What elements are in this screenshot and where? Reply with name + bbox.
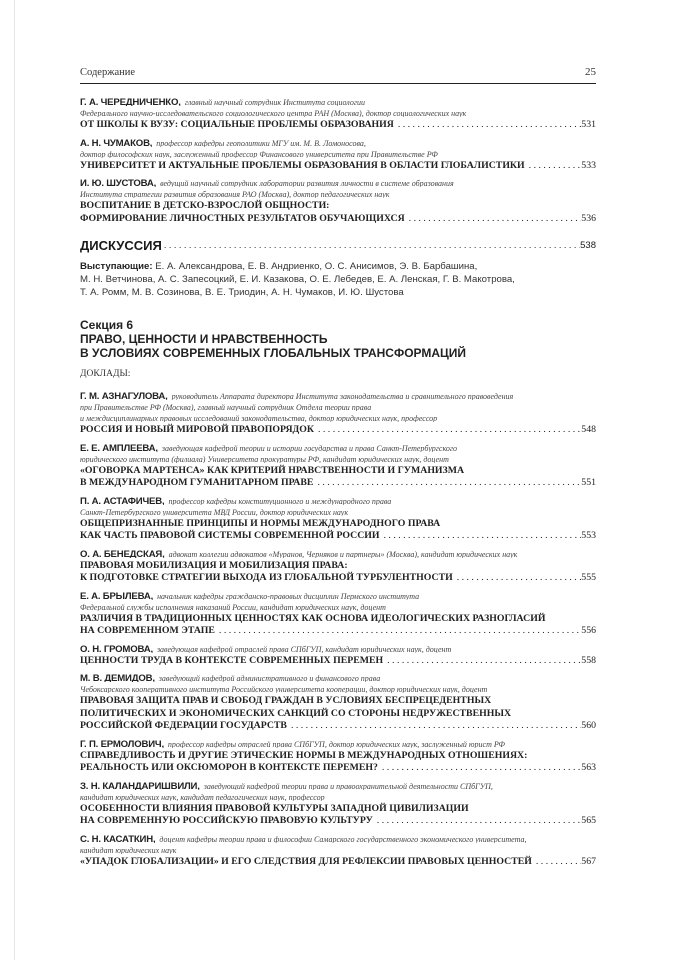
entry-line — [80, 95, 596, 106]
speakers-list — [80, 260, 596, 299]
author-name: М. В. ДЕМИДОВ, — [80, 673, 155, 682]
entry-line — [80, 671, 596, 682]
toc-entry-discussion[interactable] — [80, 237, 596, 254]
title-text: В МЕЖДУНАРОДНОМ ГУМАНИТАРНОМ ПРАВЕ — [80, 477, 314, 488]
dot-leader — [380, 530, 582, 543]
title-text: КАК ЧАСТЬ ПРАВОВОЙ СИСТЕМЫ СОВРЕМЕННОЙ РОССИИ — [80, 530, 380, 541]
toc-entry[interactable] — [80, 95, 596, 132]
author-affiliation: кандидат юридических наук, кандидат педагогических наук, профессор — [80, 792, 325, 801]
toc-entry[interactable] — [80, 494, 596, 543]
toc-entry[interactable] — [80, 176, 596, 225]
entry-title[interactable] — [80, 695, 596, 733]
dot-leader — [287, 720, 581, 733]
author-affiliation: профессор кафедры конституционного и международного права — [168, 496, 392, 505]
title-line — [80, 708, 596, 721]
entry-title[interactable] — [80, 160, 596, 173]
title-text: ФОРМИРОВАНИЕ ЛИЧНОСТНЫХ РЕЗУЛЬТАТОВ ОБУЧАЮЩИХСЯ — [80, 212, 405, 224]
title-line — [80, 213, 596, 226]
entry-line — [80, 452, 596, 463]
running-header — [80, 66, 596, 84]
section-heading — [80, 318, 596, 360]
author-name: О. Н. ГРОМОВА, — [80, 643, 153, 653]
title-line — [80, 720, 596, 733]
entry-page-number: 565 — [581, 815, 596, 826]
author-name: Е. А. БРЫЛЕВА, — [80, 590, 154, 600]
entry-line — [80, 106, 596, 117]
title-text: ВОСПИТАНИЕ В ДЕТСКО-ВЗРОСЛОЙ ОБЩНОСТИ: — [80, 200, 330, 211]
dot-leader — [378, 762, 581, 775]
author-affiliation: Чебоксарского кооперативного института Российского университета кооперации, доктор юридических наук, доцент — [80, 685, 488, 693]
title-text: РАЗЛИЧИЯ В ТРАДИЦИОННЫХ ЦЕННОСТЯХ КАК ОСНОВА ИДЕОЛОГИЧЕСКИХ РАЗНОГЛАСИЙ — [80, 612, 546, 624]
dot-leader — [405, 213, 582, 226]
section-title-line: ПРАВО, ЦЕННОСТИ И НРАВСТВЕННОСТЬ — [80, 332, 328, 346]
entry-title[interactable] — [80, 655, 596, 668]
author-affiliation: и междисциплинарных правовых исследований законодательства, доктор юридических наук, профессор — [80, 414, 438, 422]
dot-leader — [314, 424, 581, 437]
entry-page-number: 551 — [581, 477, 596, 488]
author-affiliation: ведущий научный сотрудник лаборатории развития личности в системе образования — [160, 179, 454, 187]
dot-leader — [394, 119, 581, 132]
entry-title[interactable] — [80, 613, 596, 638]
dot-leader — [525, 160, 582, 173]
author-affiliation: кандидат юридических наук — [80, 845, 177, 854]
entry-line — [80, 494, 596, 505]
title-text: К ПОДГОТОВКЕ СТРАТЕГИИ ВЫХОДА ИЗ ГЛОБАЛЬНОЙ ТУРБУЛЕНТНОСТИ — [80, 572, 453, 583]
author-name: Е. Е. АМПЛЕЕВА, — [80, 442, 158, 452]
entry-title[interactable] — [80, 518, 596, 543]
author-affiliation: профессор кафедры отраслей права СПбГУП, доктор юридических наук, заслуженный юрист РФ — [167, 739, 505, 748]
author-affiliation: доцент кафедры теории права и философии Самарского государственного экономического университета, — [159, 834, 527, 843]
author-name: А. Н. ЧУМАКОВ, — [80, 137, 153, 147]
entry-title[interactable] — [80, 200, 596, 225]
title-line — [80, 530, 596, 543]
title-text: ПОЛИТИЧЕСКИХ И ЭКОНОМИЧЕСКИХ САНКЦИЙ СО СТОРОНЫ НЕДРУЖЕСТВЕННЫХ — [80, 707, 512, 719]
dot-leader — [313, 477, 581, 490]
author-affiliation: Федерального научно-исследовательского социологического центра РАН (Москва), доктор социологических наук — [80, 109, 467, 117]
author-affiliation: руководитель Аппарата директора Института законодательства и сравнительного правоведения — [171, 392, 514, 400]
section-title-line: В УСЛОВИЯХ СОВРЕМЕННЫХ ГЛОБАЛЬНЫХ ТРАНСФОРМАЦИЙ — [80, 346, 467, 360]
author-name: С. Н. КАСАТКИН, — [80, 833, 156, 843]
entry-line — [80, 400, 596, 411]
author-affiliation: Федеральной службы исполнения наказаний России, кандидат юридических наук, доцент — [80, 602, 386, 611]
entry-line — [80, 187, 596, 198]
entry-page-number: 558 — [581, 654, 596, 666]
toc-entries-top — [80, 95, 596, 225]
section-label: Секция 6 — [80, 318, 134, 332]
title-line — [80, 803, 596, 816]
contents-page — [80, 66, 596, 872]
author-name: О. А. БЕНЕДСКАЯ, — [80, 548, 165, 558]
dot-leader — [215, 625, 581, 638]
author-name: И. Ю. ШУСТОВА, — [80, 178, 157, 187]
author-affiliation: адвокат коллегии адвокатов «Муранов, Черняков и партнеры» (Москва), кандидат юридических наук — [168, 549, 518, 558]
title-text: ПРАВОВАЯ МОБИЛИЗАЦИЯ И МОБИЛИЗАЦИЯ ПРАВА: — [80, 559, 348, 571]
author-affiliation: начальник кафедры гражданско-правовых дисциплин Пермского института — [157, 591, 420, 600]
entry-page-number: 531 — [581, 119, 596, 130]
entry-title[interactable] — [80, 856, 596, 869]
entry-page-number: 560 — [581, 720, 596, 731]
title-line — [80, 695, 596, 708]
dot-leader — [383, 655, 581, 668]
page-edge-line — [14, 0, 15, 960]
author-name: Г. А. ЧЕРЕДНИЧЕНКО, — [80, 97, 181, 106]
dot-leader — [162, 237, 580, 254]
speakers-line: Е. А. Александрова, Е. В. Андриенко, О. С. Анисимов, Э. В. Барбашина, — [155, 261, 478, 272]
toc-entry[interactable] — [80, 642, 596, 668]
title-text: СПРАВЕДЛИВОСТЬ И ДРУГИЕ ЭТИЧЕСКИЕ НОРМЫ В МЕЖДУНАРОДНЫХ ОТНОШЕНИЯХ: — [80, 749, 528, 761]
entry-title[interactable] — [80, 750, 596, 775]
entry-page-number: 556 — [581, 625, 596, 636]
entry-line — [80, 505, 596, 516]
dot-leader — [453, 572, 582, 585]
toc-entry[interactable] — [80, 671, 596, 733]
title-line — [80, 613, 596, 626]
toc-entry[interactable] — [80, 136, 596, 173]
author-affiliation: заведующий кафедрой теории права и правоохранительной деятельности СПбГУП, — [203, 781, 493, 790]
author-name: П. А. АСТАФИЧЕВ, — [80, 495, 165, 505]
title-text: ОБЩЕПРИЗНАННЫЕ ПРИНЦИПЫ И НОРМЫ МЕЖДУНАРОДНОГО ПРАВА — [80, 517, 441, 529]
entry-page-number: 555 — [581, 572, 596, 583]
toc-entries — [80, 389, 596, 868]
title-line — [80, 560, 596, 573]
dot-leader — [373, 815, 582, 828]
entry-line — [80, 779, 596, 790]
author-affiliation: доктор философских наук, заслуженный профессор Финансового университета при Правительстве РФ — [80, 149, 438, 158]
entry-page-number: 553 — [581, 530, 596, 541]
toc-content — [80, 95, 596, 868]
title-line — [80, 572, 596, 585]
author-affiliation: главный научный сотрудник Института социологии — [184, 98, 366, 106]
title-line — [80, 762, 596, 775]
title-line — [80, 200, 596, 213]
title-line — [80, 160, 596, 173]
speakers-line: М. Н. Ветчинова, А. С. Запесоцкий, Е. И. Казакова, О. Е. Лебедев, Е. А. Ленская, Г. В. Макотрова, — [80, 274, 515, 285]
entry-line — [80, 843, 596, 854]
running-header-title: Содержание — [80, 67, 136, 78]
author-affiliation: Института стратегии развития образования РАО (Москва), доктор педагогических наук — [80, 190, 390, 198]
toc-entry[interactable] — [80, 389, 596, 437]
title-text: «УПАДОК ГЛОБАЛИЗАЦИИ» И ЕГО СЛЕДСТВИЯ ДЛЯ РЕФЛЕКСИИ ПРАВОВЫХ ЦЕННОСТЕЙ — [80, 855, 532, 867]
entry-title[interactable] — [80, 465, 596, 490]
speakers-label: Выступающие: — [80, 261, 153, 272]
title-line — [80, 655, 596, 668]
entry-page-number: 533 — [581, 159, 596, 171]
entry-line — [80, 682, 596, 693]
reports-label: ДОКЛАДЫ: — [80, 369, 131, 379]
entry-line — [80, 832, 596, 843]
title-text: НА СОВРЕМЕННОМ ЭТАПЕ — [80, 625, 215, 636]
toc-entry[interactable] — [80, 737, 596, 775]
author-affiliation: юридического института (филиала) Университета прокуратуры РФ, кандидат юридических наук, доцент — [80, 454, 449, 463]
author-affiliation: при Правительстве РФ (Москва), главный научный сотрудник Отдела теории права — [80, 403, 372, 411]
entry-page-number: 536 — [581, 212, 596, 224]
entry-line — [80, 147, 596, 158]
entry-line — [80, 642, 596, 653]
entry-page-number: 548 — [581, 424, 596, 435]
author-affiliation: профессор кафедры геополитики МГУ им. М. В. Ломоносова, — [156, 138, 366, 147]
title-text: РОССИЯ И НОВЫЙ МИРОВОЙ ПРАВОПОРЯДОК — [80, 424, 314, 435]
entry-page-number: 567 — [581, 855, 596, 867]
entry-line — [80, 600, 596, 611]
author-affiliation: заведующая кафедрой отраслей права СПбГУП, кандидат юридических наук, доцент — [156, 644, 452, 653]
title-line — [80, 477, 596, 490]
entry-line — [80, 790, 596, 801]
entry-title[interactable] — [80, 803, 596, 828]
entry-title[interactable] — [80, 119, 596, 132]
toc-entry[interactable] — [80, 589, 596, 638]
title-line — [80, 856, 596, 869]
toc-entry[interactable] — [80, 547, 596, 585]
title-text: УНИВЕРСИТЕТ И АКТУАЛЬНЫЕ ПРОБЛЕМЫ ОБРАЗОВАНИЯ В ОБЛАСТИ ГЛОБАЛИСТИКИ — [80, 159, 525, 171]
entry-line — [80, 389, 596, 400]
entry-title[interactable] — [80, 424, 596, 437]
title-line — [80, 750, 596, 763]
entry-line — [80, 176, 596, 187]
title-line — [80, 625, 596, 638]
dot-leader — [532, 856, 581, 869]
title-line — [80, 465, 596, 478]
page-number: 25 — [585, 66, 596, 78]
speakers-line: Т. А. Ромм, М. В. Созинова, В. Е. Триодин, А. Н. Чумаков, И. Ю. Шустова — [80, 287, 404, 298]
discussion-title: ДИСКУССИЯ — [80, 238, 162, 253]
entry-line — [80, 737, 596, 748]
title-text: РЕАЛЬНОСТЬ ИЛИ ОКСЮМОРОН В КОНТЕКСТЕ ПЕРЕМЕН? — [80, 762, 378, 773]
author-affiliation: Санкт-Петербургского университета МВД России, доктор юридических наук — [80, 507, 349, 516]
toc-entry[interactable] — [80, 779, 596, 828]
title-text: ЦЕННОСТИ ТРУДА В КОНТЕКСТЕ СОВРЕМЕННЫХ ПЕРЕМЕН — [80, 654, 384, 666]
entry-line — [80, 441, 596, 452]
entry-title[interactable] — [80, 560, 596, 585]
title-line — [80, 518, 596, 531]
title-line — [80, 424, 596, 437]
entry-line — [80, 136, 596, 147]
discussion-page: 538 — [580, 240, 596, 251]
toc-entry[interactable] — [80, 441, 596, 490]
title-text: НА СОВРЕМЕННУЮ РОССИЙСКУЮ ПРАВОВУЮ КУЛЬТУРУ — [80, 815, 373, 826]
entry-page-number: 563 — [581, 762, 596, 773]
title-text: ПРАВОВАЯ ЗАЩИТА ПРАВ И СВОБОД ГРАЖДАН В УСЛОВИЯХ БЕСПРЕЦЕДЕНТНЫХ — [80, 695, 492, 706]
title-text: ОТ ШКОЛЫ К ВУЗУ: СОЦИАЛЬНЫЕ ПРОБЛЕМЫ ОБРАЗОВАНИЯ — [80, 119, 394, 130]
title-text: ОСОБЕННОСТИ ВЛИЯНИЯ ПРАВОВОЙ КУЛЬТУРЫ ЗАПАДНОЙ ЦИВИЛИЗАЦИИ — [80, 802, 469, 814]
author-affiliation: заведующая кафедрой теории и истории государства и права Санкт-Петербургского — [161, 443, 458, 452]
entry-line — [80, 589, 596, 600]
author-name: З. Н. КАЛАНДАРИШВИЛИ, — [80, 780, 200, 790]
author-name: Г. М. АЗНАГУЛОВА, — [80, 391, 168, 400]
entry-line — [80, 547, 596, 558]
title-line — [80, 119, 596, 132]
toc-entry[interactable] — [80, 832, 596, 869]
author-affiliation: заведующий кафедрой административного и финансового права — [158, 674, 381, 682]
author-name: Г. П. ЕРМОЛОВИЧ, — [80, 738, 164, 748]
title-text: «ОГОВОРКА МАРТЕНСА» КАК КРИТЕРИЙ НРАВСТВЕННОСТИ И ГУМАНИЗМА — [80, 464, 465, 476]
title-line — [80, 815, 596, 828]
entry-line — [80, 411, 596, 422]
title-text: РОССИЙСКОЙ ФЕДЕРАЦИИ ГОСУДАРСТВ — [80, 720, 287, 731]
